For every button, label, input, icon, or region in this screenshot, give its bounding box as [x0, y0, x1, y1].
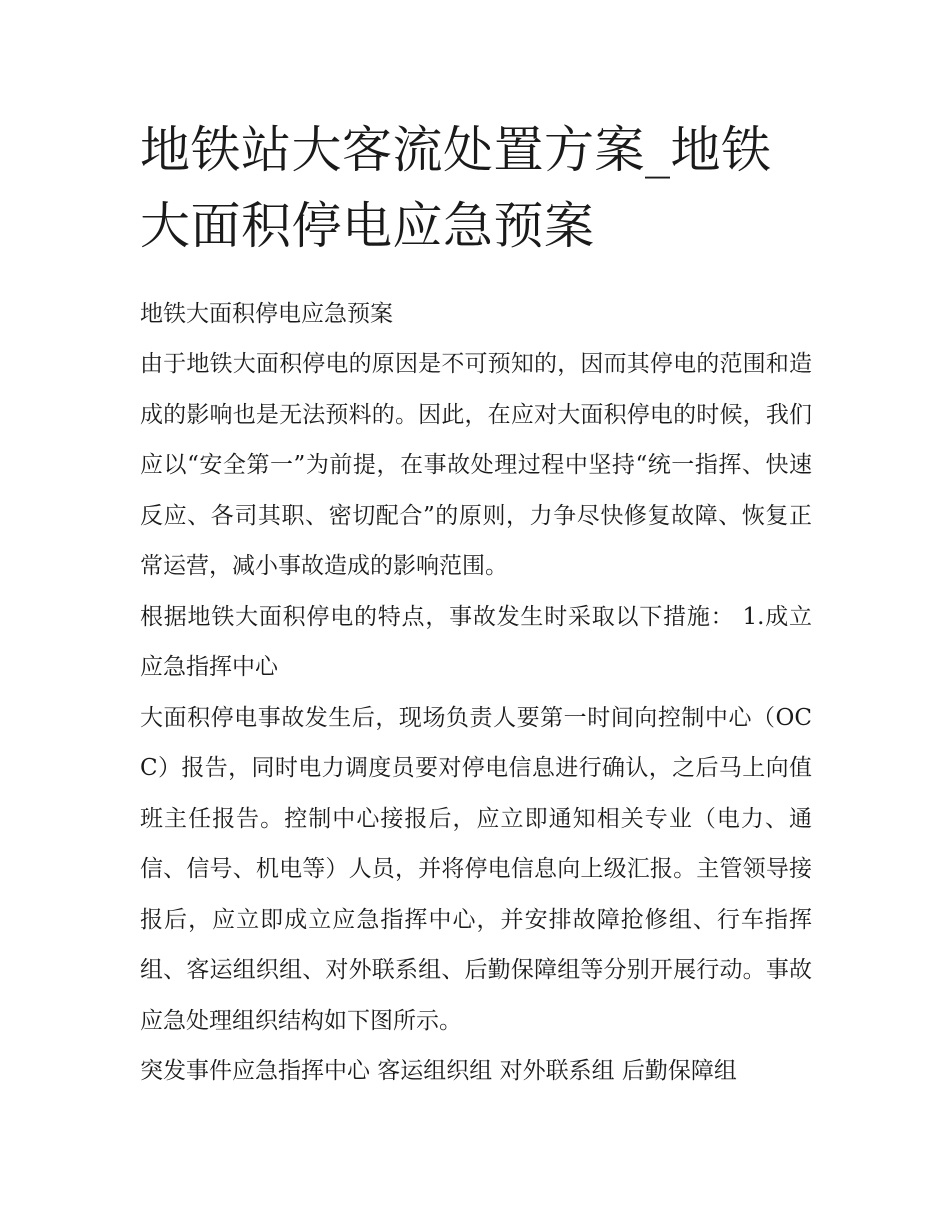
- document-title: 地铁站大客流处置方案_地铁大面积停电应急预案: [140, 121, 772, 255]
- paragraph-intro: 由于地铁大面积停电的原因是不可预知的，因而其停电的范围和造成的影响也是无法预料的。因此，在应对大面积停电的时候，我们应以“安全第一”为前提，在事故处理过程中坚持“统一指挥、快速反应、各司其职、密切配合”的原则，力争尽快修复故障、恢复正常运营，减小事故造成的影响范围。: [140, 351, 812, 579]
- paragraph-measures: 根据地铁大面积停电的特点，事故发生时采取以下措施： 1.成立应急指挥中心: [140, 603, 812, 680]
- document-subtitle: 地铁大面积停电应急预案: [140, 301, 393, 327]
- paragraph-command-center: 大面积停电事故发生后，现场负责人要第一时间向控制中心（OCC）报告，同时电力调度员要对停电信息进行确认，之后马上向值班主任报告。控制中心接报后，应立即通知相关专业（电力、通信、信号、机电等）人员，并将停电信息向上级汇报。主管领导接报后，应立即成立应急指挥中心，并安排故障抢修组、行车指挥组、客运组织组、对外联系组、后勤保障组等分别开展行动。事故应急处理组织结构如下图所示。: [140, 704, 812, 1034]
- paragraph-org-chart-labels: 突发事件应急指挥中心 客运组织组 对外联系组 后勤保障组: [140, 1058, 737, 1084]
- document-page: [140, 112, 812, 1097]
